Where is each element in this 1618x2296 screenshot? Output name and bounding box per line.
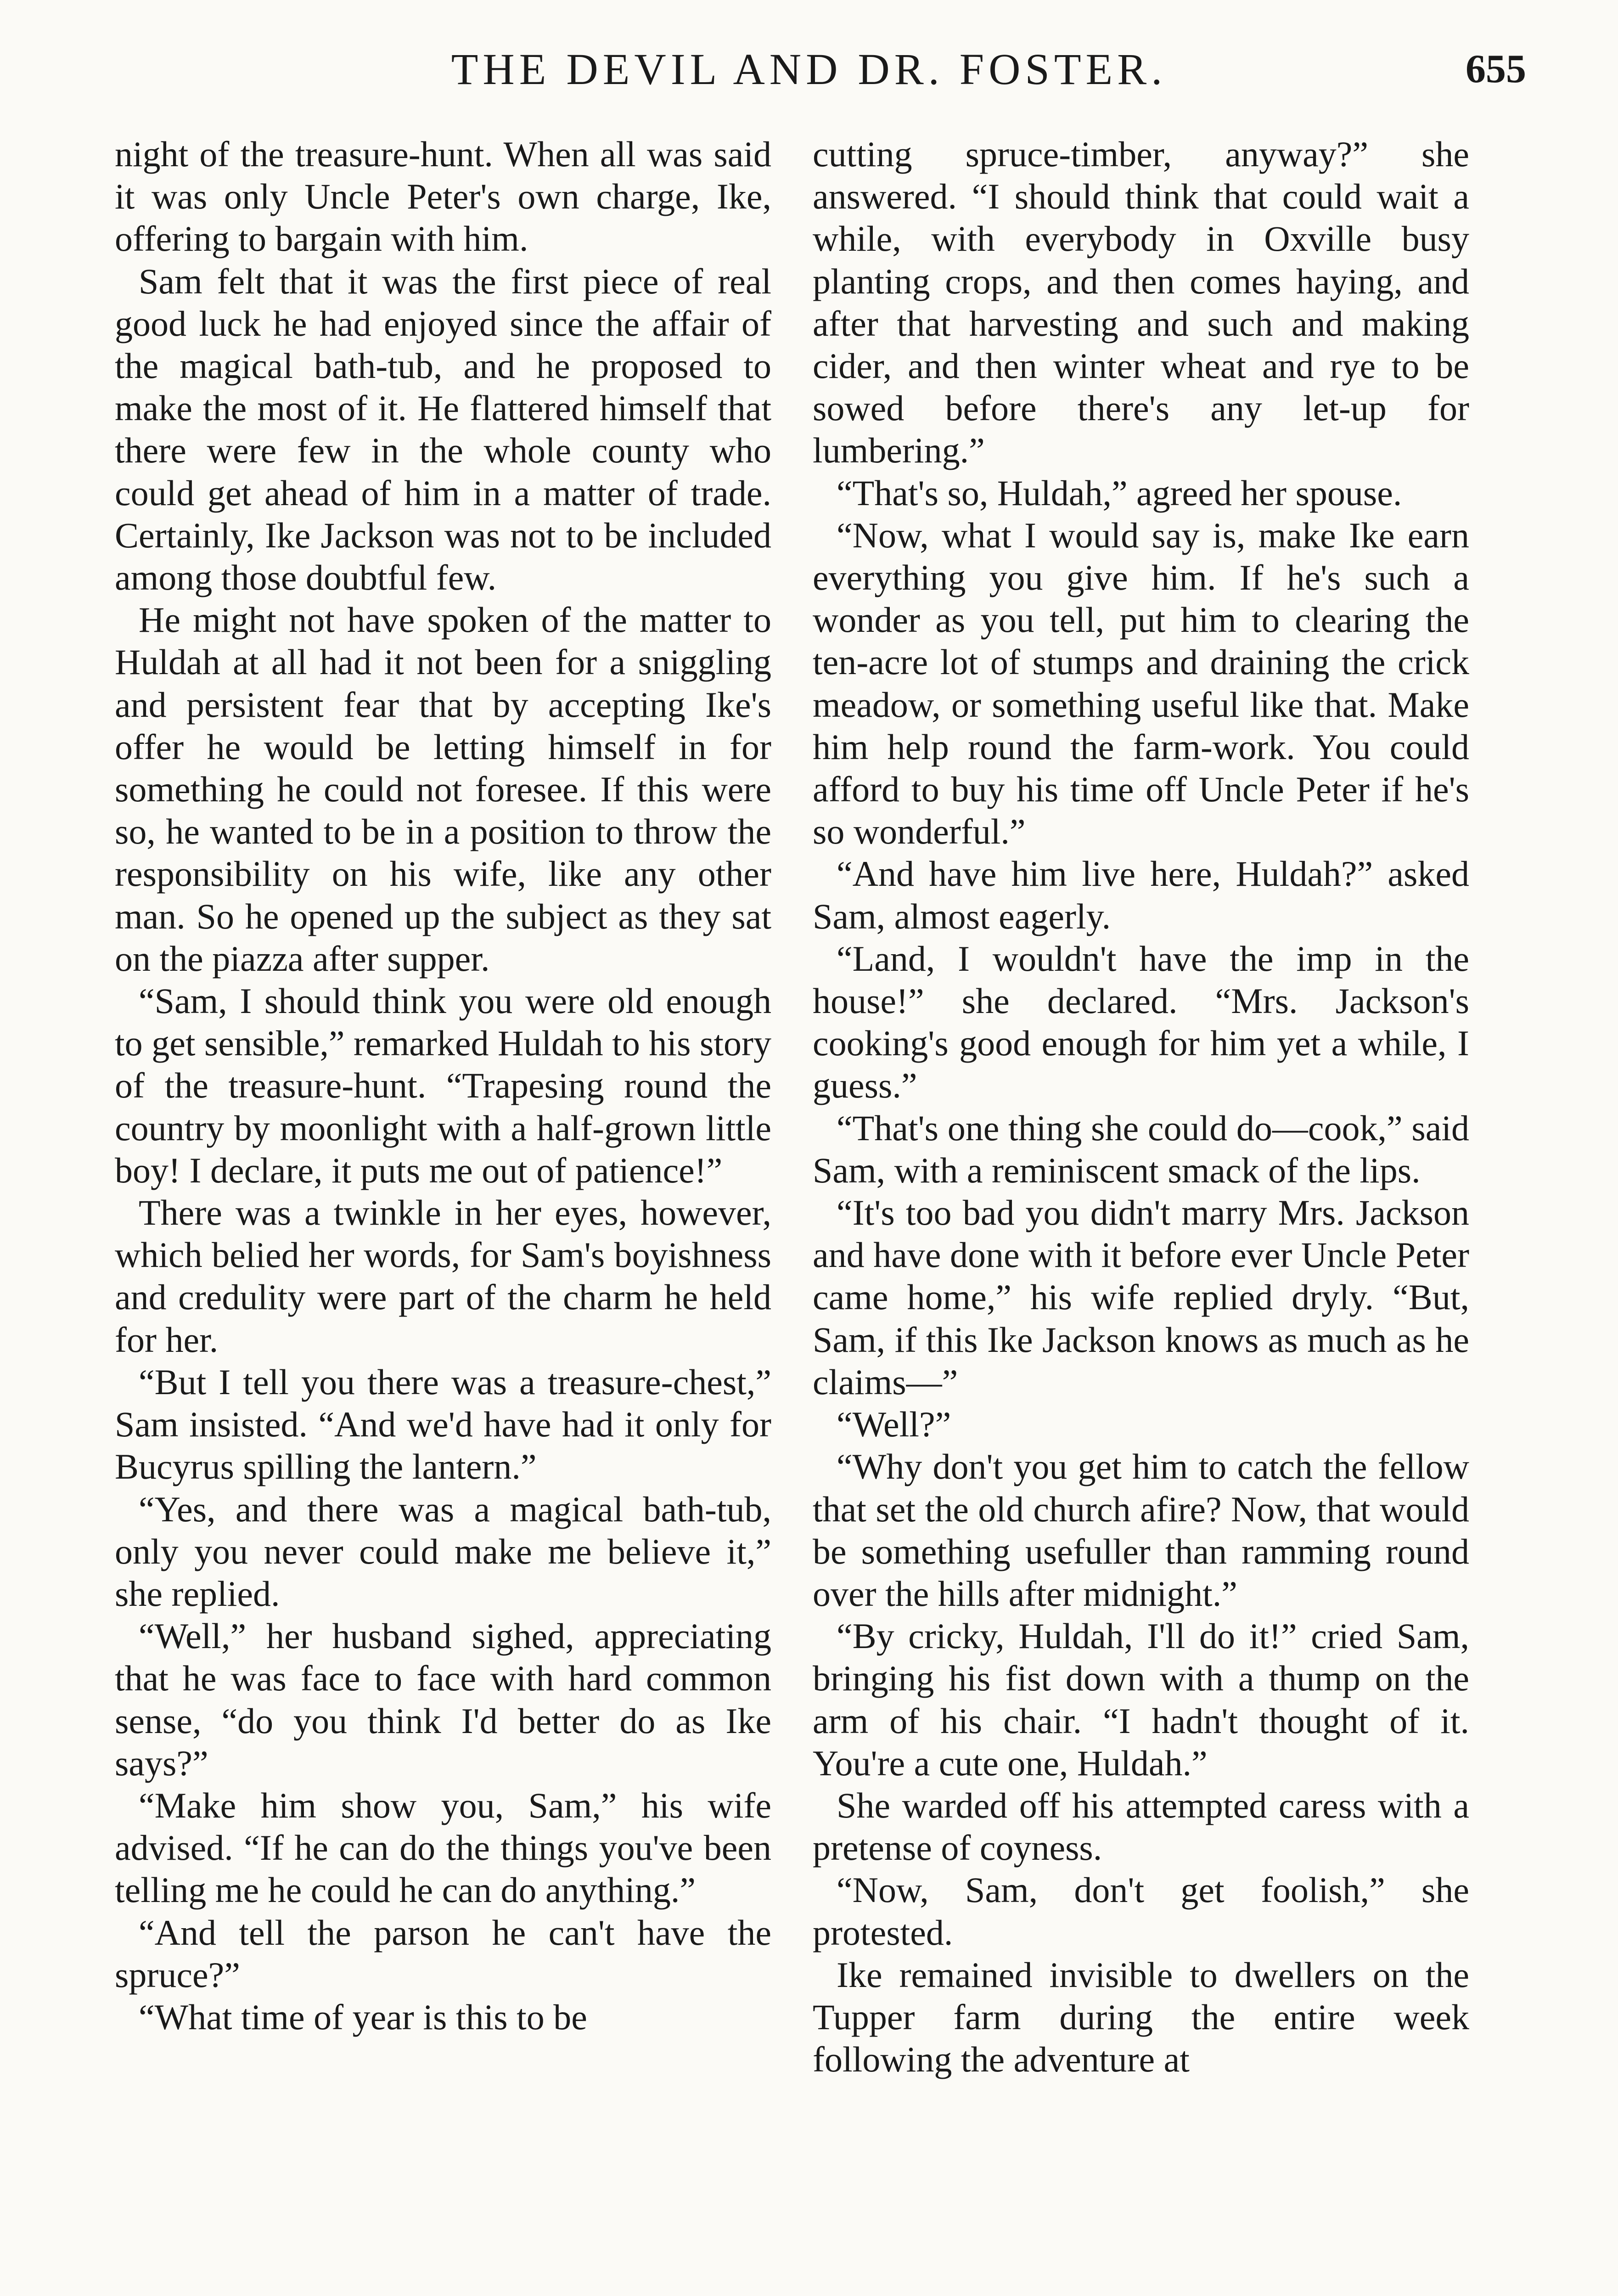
paragraph: “Well,” her husband sighed, appreciating that he was face to face with hard common sense, “do you think I'd better do as Ike says?” (115, 1616, 771, 1783)
paragraph: “Land, I wouldn't have the imp in the house!” she declared. “Mrs. Jackson's cooking's good enough for him yet a while, I guess.” (813, 938, 1469, 1106)
paragraph: “It's too bad you didn't marry Mrs. Jackson and have done with it before ever Uncle Peter came home,” his wife replied dryly. “But, Sam, if this Ike Jackson knows as much as he claims—” (813, 1193, 1469, 1402)
paragraph: “That's so, Huldah,” agreed her spouse. (837, 473, 1402, 513)
paragraph: Sam felt that it was the first piece of real good luck he had enjoyed since the affair of the magical bath-tub, and he proposed to make the most of it. He flattered himself that there were few in the whole county who could get ahead of him in a matter of trade. Certainly, Ike Jackson was not to be included among those doubtful few. (115, 261, 771, 598)
left-column (115, 133, 771, 2038)
paragraph: There was a twinkle in her eyes, however, which belied her words, for Sam's boyishness and credulity were part of the charm he held for her. (115, 1193, 771, 1360)
paragraph: night of the treasure-hunt. When all was said it was only Uncle Peter's own charge, Ike, offering to bargain with him. (115, 134, 771, 259)
paragraph: “Sam, I should think you were old enough to get sensible,” remarked Huldah to his story of the treasure-hunt. “Trapesing round the country by moonlight with a half-grown little boy! I declare, it puts me out of patience!” (115, 981, 771, 1190)
paragraph: “Now, what I would say is, make Ike earn everything you give him. If he's such a wonder as you tell, put him to clearing the ten-acre lot of stumps and draining the crick meadow, or something useful like that. Make him help round the farm-work. You could afford to buy his time off Uncle Peter if he's so wonderful.” (813, 515, 1469, 852)
right-column (813, 133, 1469, 2081)
page-header (0, 44, 1618, 108)
running-title: THE DEVIL AND DR. FOSTER. (451, 45, 1167, 94)
paragraph: cutting spruce-timber, anyway?” she answered. “I should think that could wait a while, with everybody in Oxville busy planting crops, and then comes haying, and after that harvesting and such and making cider, and then winter wheat and rye to be sowed before there's any let-up for lumbering.” (813, 134, 1469, 471)
paragraph: “Now, Sam, don't get foolish,” she protested. (813, 1870, 1469, 1953)
paragraph: She warded off his attempted caress with a pretense of coyness. (813, 1785, 1469, 1868)
paragraph: “Why don't you get him to catch the fellow that set the old church afire? Now, that would be something usefuller than ramming round over the hills after midnight.” (813, 1446, 1469, 1614)
paragraph: “Make him show you, Sam,” his wife advised. “If he can do the things you've been telling me he could he can do anything.” (115, 1785, 771, 1910)
paragraph: “And have him live here, Huldah?” asked Sam, almost eagerly. (813, 854, 1469, 936)
paragraph: He might not have spoken of the matter to Huldah at all had it not been for a sniggling and persistent fear that by accepting Ike's offer he would be letting himself in for something he could not foresee. If this were so, he wanted to be in a position to throw the responsibility on his wife, like any other man. So he opened up the subject as they sat on the piazza after supper. (115, 600, 771, 979)
paragraph: “But I tell you there was a treasure-chest,” Sam insisted. “And we'd have had it only for Bucyrus spilling the lantern.” (115, 1362, 771, 1487)
paragraph: “That's one thing she could do—cook,” said Sam, with a reminiscent smack of the lips. (813, 1108, 1469, 1190)
paragraph: Ike remained invisible to dwellers on the Tupper farm during the entire week following the adventure at (813, 1954, 1469, 2080)
page-number: 655 (1466, 47, 1526, 91)
paragraph: “By cricky, Huldah, I'll do it!” cried Sam, bringing his fist down with a thump on the arm of his chair. “I hadn't thought of it. You're a cute one, Huldah.” (813, 1616, 1469, 1783)
paragraph: “Yes, and there was a magical bath-tub, only you never could make me believe it,” she replied. (115, 1489, 771, 1614)
paragraph: “What time of year is this to be (139, 1997, 587, 2037)
paragraph: “Well?” (837, 1404, 951, 1445)
paragraph: “And tell the parson he can't have the spruce?” (115, 1912, 771, 1995)
